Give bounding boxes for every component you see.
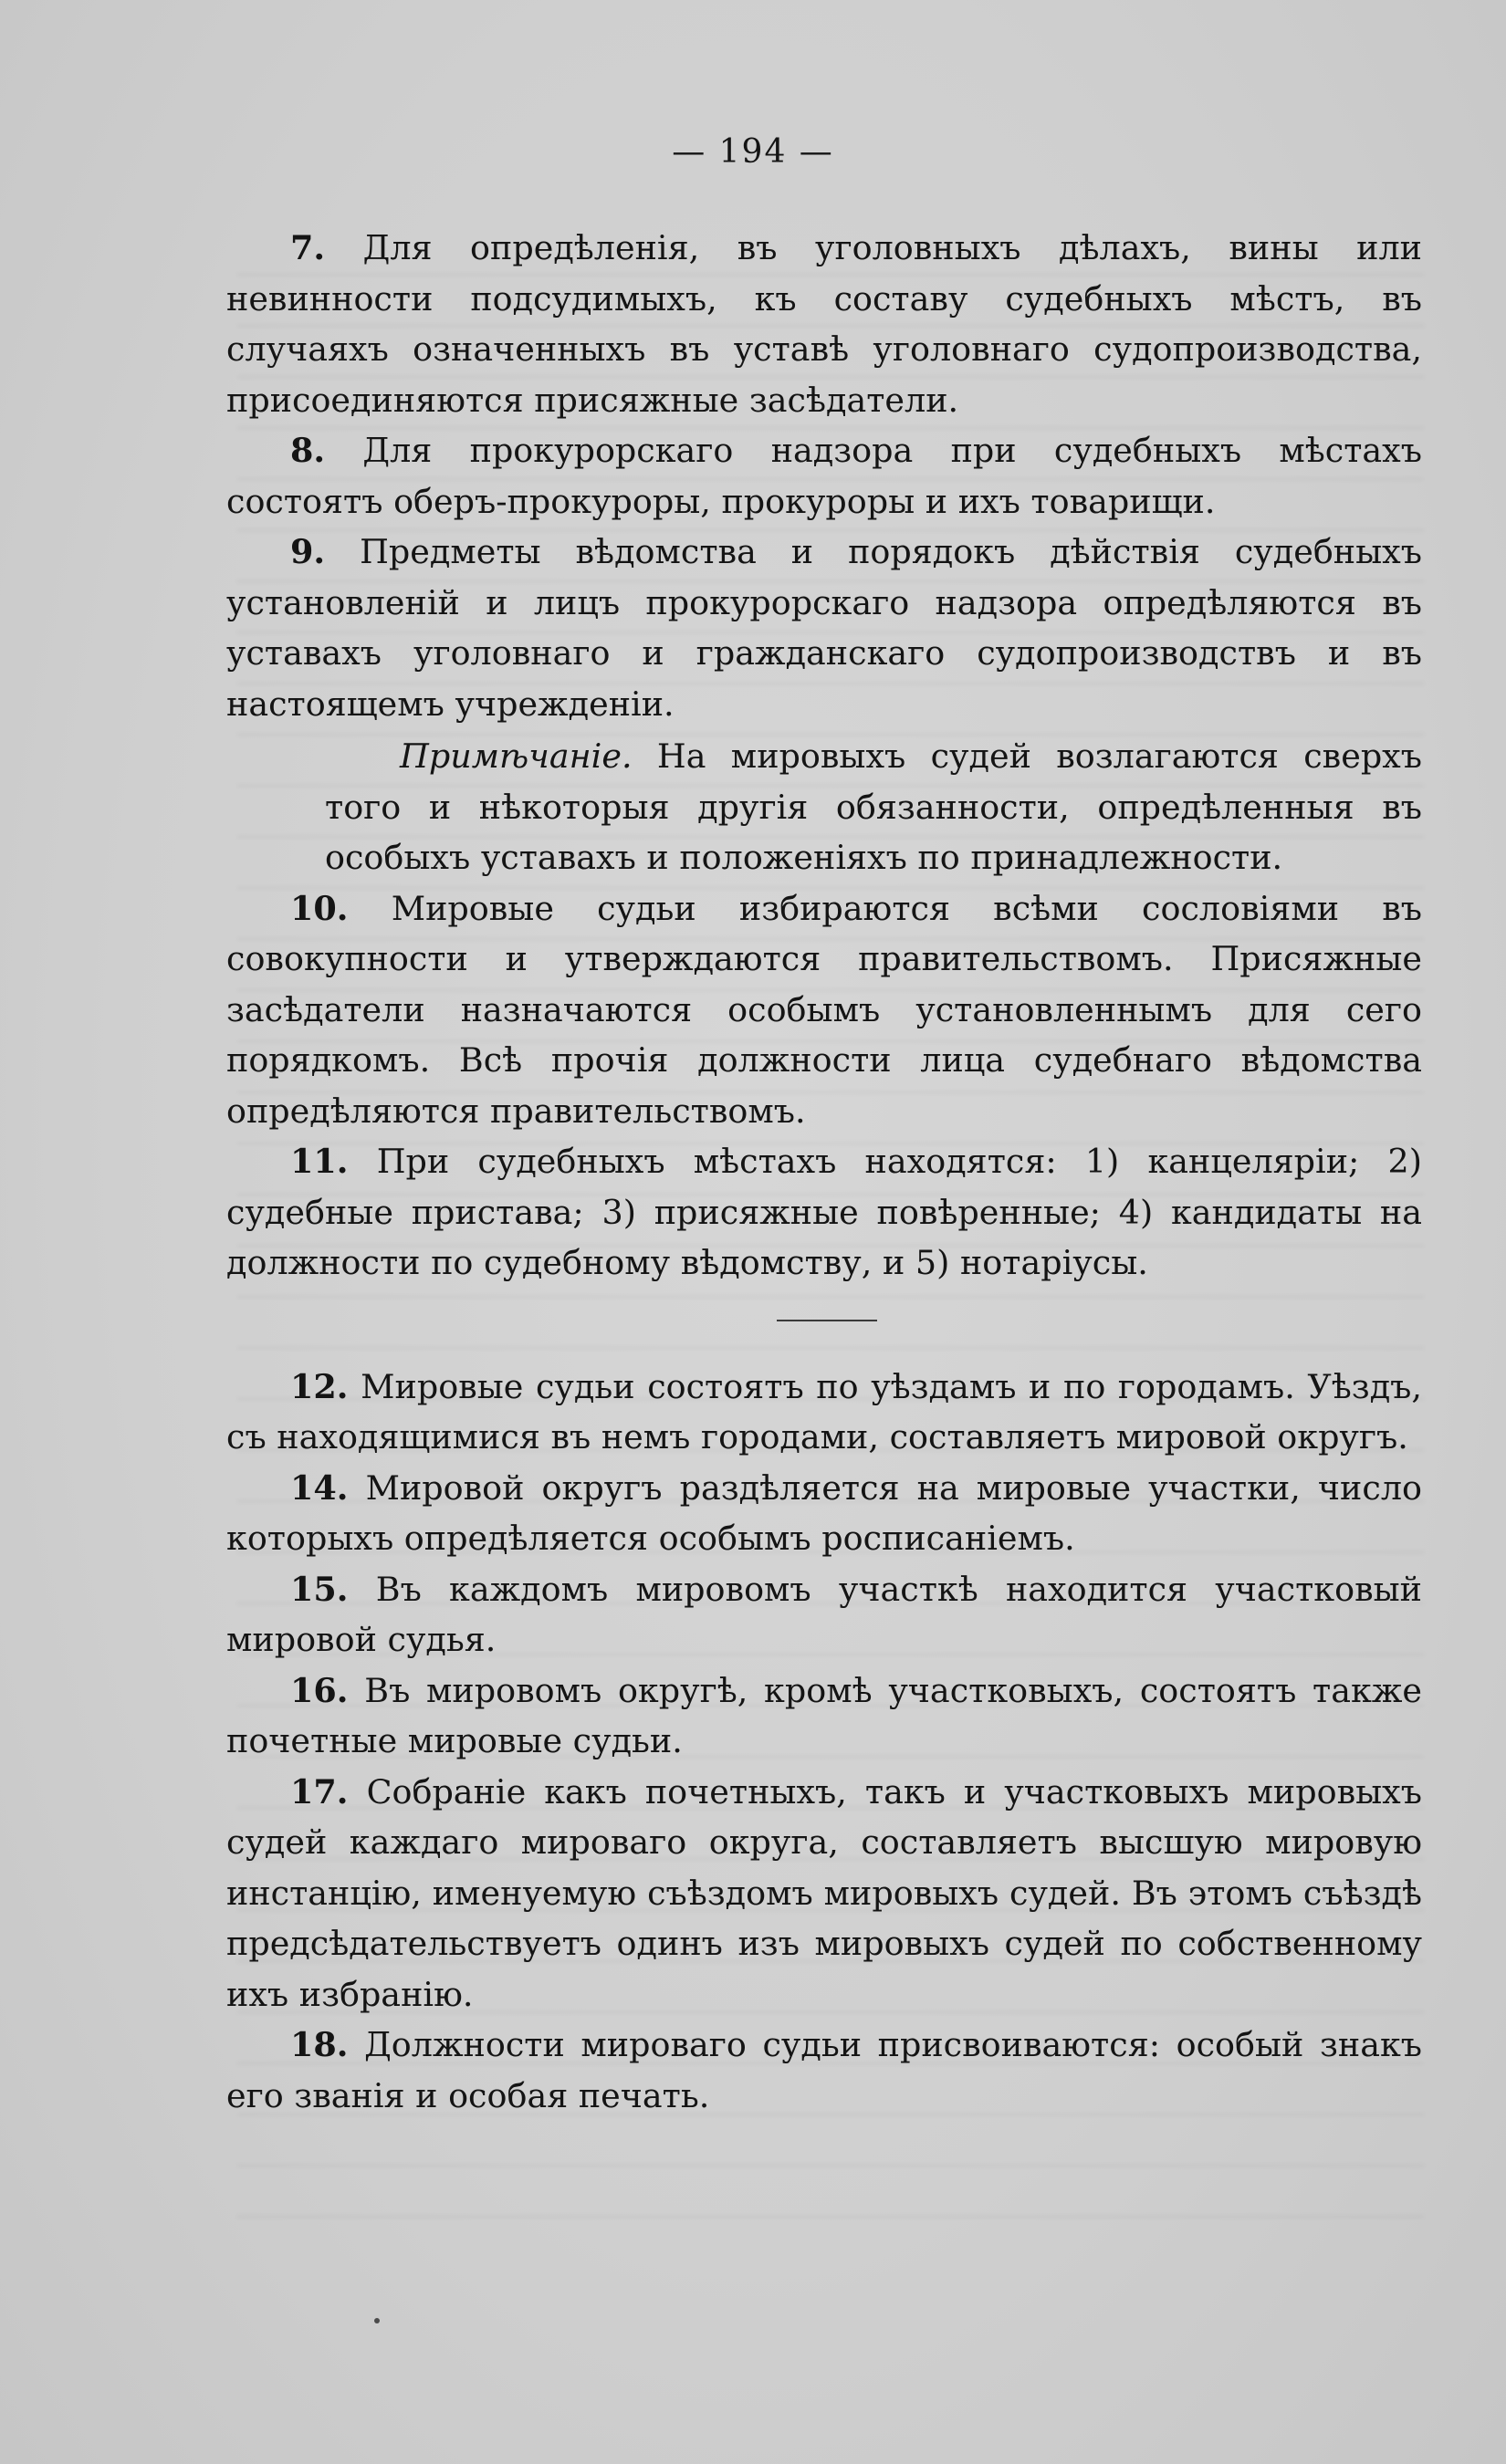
- article-paragraph: [226, 1564, 1422, 1665]
- article-number: 18.: [290, 2025, 349, 2064]
- article-text: Мировые судьи состоятъ по уѣздамъ и по городамъ. Уѣздъ, съ находящимися въ немъ городами, составляетъ мировой округъ.: [226, 1366, 1422, 1456]
- article-paragraph: [226, 883, 1422, 1137]
- article-paragraph: [226, 1136, 1422, 1289]
- article-text: При судебныхъ мѣстахъ находятся: 1) канцеляріи; 2) судебные пристава; 3) присяжные повѣренные; 4) кандидаты на должности по судебному вѣдомству, и 5) нотаріусы.: [226, 1142, 1422, 1282]
- article-text: Въ мировомъ округѣ, кромѣ участковыхъ, состоятъ также почетные мировые судьи.: [226, 1670, 1422, 1760]
- article-text: Для опредѣленія, въ уголовныхъ дѣлахъ, вины или невинности подсудимыхъ, къ составу судебныхъ мѣстъ, въ случаяхъ означенныхъ въ уставѣ уголовнаго судопроизводства, присоединяются присяжные засѣдатели.: [226, 228, 1422, 420]
- article-text: Мировые судьи избираются всѣми сословіями въ совокупности и утверждаются правительствомъ. Присяжные засѣдатели назначаются особымъ установленнымъ для сего порядкомъ. Всѣ прочія должности лица судебнаго вѣдомства опредѣляются правительствомъ.: [226, 888, 1422, 1131]
- main-text: [226, 223, 1422, 2121]
- article-paragraph: [226, 1362, 1422, 1463]
- article-text: Предметы вѣдомства и порядокъ дѣйствія судебныхъ установленій и лицъ прокурорскаго надзора опредѣляются въ уставахъ уголовнаго и гражданскаго судопроизводствъ и въ настоящемъ учрежденіи.: [226, 532, 1422, 724]
- note-text: На мировыхъ судей возлагаются сверхъ того и нѣкоторыя другія обязанности, опредѣленныя въ особыхъ уставахъ и положеніяхъ по принадлежности.: [325, 736, 1422, 877]
- article-number: 15.: [290, 1569, 349, 1609]
- paragraph-group-middle: [226, 883, 1422, 1289]
- article-number: 9.: [290, 532, 326, 571]
- article-number: 7.: [290, 228, 326, 267]
- article-number: 8.: [290, 431, 326, 470]
- article-paragraph: [226, 1665, 1422, 1767]
- article-paragraph: [226, 1767, 1422, 2020]
- divider-rule: [777, 1320, 877, 1321]
- article-text: Собраніе какъ почетныхъ, такъ и участковыхъ мировыхъ судей каждаго мироваго округа, составляетъ высшую мировую инстанцію, именуемую съѣздомъ мировыхъ судей. Въ этомъ съѣздѣ предсѣдательствуетъ одинъ изъ мировыхъ судей по собственному ихъ избранію.: [226, 1771, 1422, 2014]
- article-number: 16.: [290, 1670, 349, 1710]
- article-text: Мировой округъ раздѣляется на мировые участки, число которыхъ опредѣляется особымъ росписаніемъ.: [226, 1467, 1422, 1558]
- section-divider: [226, 1289, 1422, 1362]
- article-text: Въ каждомъ мировомъ участкѣ находится участковый мировой судья.: [226, 1569, 1422, 1659]
- article-number: 17.: [290, 1771, 349, 1811]
- article-paragraph: [226, 1463, 1422, 1564]
- article-number: 14.: [290, 1467, 349, 1508]
- page-number: — 194 —: [672, 133, 834, 171]
- article-paragraph: [226, 527, 1422, 729]
- note: [325, 731, 1422, 883]
- article-number: 11.: [290, 1142, 349, 1181]
- article-paragraph: [226, 223, 1422, 425]
- paragraph-group-top: [226, 223, 1422, 729]
- article-paragraph: [226, 425, 1422, 527]
- article-number: 12.: [290, 1366, 349, 1406]
- article-paragraph: [226, 2020, 1422, 2121]
- article-text: Для прокурорскаго надзора при судебныхъ мѣстахъ состоятъ оберъ-прокуроры, прокуроры и ихъ товарищи.: [226, 431, 1422, 521]
- paragraph-group-bottom: [226, 1362, 1422, 2122]
- ink-speck: [374, 2318, 380, 2323]
- article-text: Должности мироваго судьи присвоиваются: особый знакъ его званія и особая печать.: [226, 2025, 1422, 2115]
- article-number: 10.: [290, 888, 349, 928]
- note-label: Примѣчаніе.: [400, 736, 633, 776]
